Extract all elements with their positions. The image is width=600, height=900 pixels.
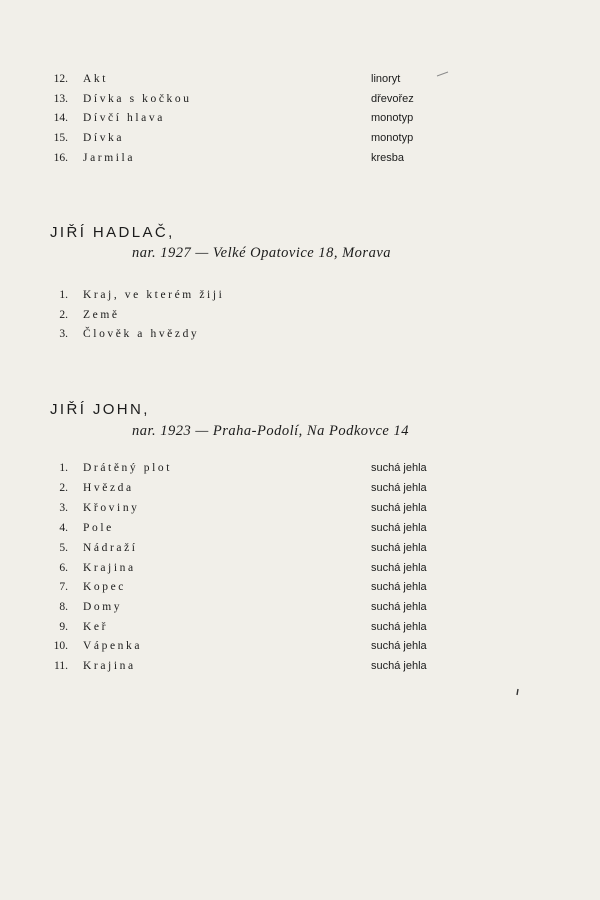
entry-title: Pole xyxy=(83,522,114,534)
entry-title: Země xyxy=(83,309,120,321)
entry-technique: suchá jehla xyxy=(371,601,427,613)
entry-number: 16. xyxy=(53,152,68,164)
catalog-entry xyxy=(0,458,600,478)
entry-number: 9. xyxy=(59,621,68,633)
entry-title: Člověk a hvězdy xyxy=(83,328,200,340)
entry-title: Hvězda xyxy=(83,482,134,494)
entry-title: Křoviny xyxy=(83,502,140,514)
catalog-entry xyxy=(0,597,600,617)
entry-number: 10. xyxy=(53,640,68,652)
catalog-entry xyxy=(0,478,600,498)
entry-title: Nádraží xyxy=(83,542,138,554)
entry-title: Dívka s kočkou xyxy=(83,93,192,105)
entry-title: Akt xyxy=(83,73,109,85)
catalog-entry xyxy=(0,656,600,676)
entry-number: 14. xyxy=(53,112,68,124)
entry-number: 2. xyxy=(59,482,68,494)
catalog-entry xyxy=(0,285,600,305)
catalog-entry xyxy=(0,538,600,558)
artist-name: JIŘÍ JOHN, xyxy=(50,401,150,418)
entry-technique: suchá jehla xyxy=(371,621,427,633)
entry-title: Jarmila xyxy=(83,152,136,164)
entry-title: Dívka xyxy=(83,132,125,144)
entry-number: 3. xyxy=(59,328,68,340)
entry-number: 8. xyxy=(59,601,68,613)
entry-technique: suchá jehla xyxy=(371,542,427,554)
catalog-entry xyxy=(0,89,600,109)
entry-number: 6. xyxy=(59,562,68,574)
print-speck-icon xyxy=(436,70,450,78)
entry-title: Vápenka xyxy=(83,640,143,652)
entry-technique: suchá jehla xyxy=(371,522,427,534)
entry-number: 5. xyxy=(59,542,68,554)
catalog-entry xyxy=(0,577,600,597)
entry-number: 4. xyxy=(59,522,68,534)
entry-title: Krajina xyxy=(83,562,136,574)
entry-title: Domy xyxy=(83,601,123,613)
entry-title: Drátěný plot xyxy=(83,462,173,474)
entry-technique: dřevořez xyxy=(371,93,414,105)
catalog-entry xyxy=(0,498,600,518)
entry-number: 11. xyxy=(54,660,68,672)
entry-technique: suchá jehla xyxy=(371,502,427,514)
entry-technique: suchá jehla xyxy=(371,562,427,574)
entry-number: 15. xyxy=(53,132,68,144)
entry-number: 3. xyxy=(59,502,68,514)
entry-number: 2. xyxy=(59,309,68,321)
catalog-entry xyxy=(0,108,600,128)
catalog-entry xyxy=(0,636,600,656)
catalog-entry xyxy=(0,617,600,637)
entry-title: Krajina xyxy=(83,660,136,672)
entry-technique: suchá jehla xyxy=(371,581,427,593)
artist-birth-info: nar. 1927 — Velké Opatovice 18, Morava xyxy=(132,245,392,261)
entry-technique: suchá jehla xyxy=(371,640,427,652)
catalog-entry xyxy=(0,69,600,89)
artist-birth-info: nar. 1923 — Praha-Podolí, Na Podkovce 14 xyxy=(132,423,409,439)
catalog-entry xyxy=(0,558,600,578)
entry-number: 7. xyxy=(59,581,68,593)
entry-number: 12. xyxy=(53,73,68,85)
entry-number: 1. xyxy=(59,462,68,474)
entry-number: 1. xyxy=(59,289,68,301)
catalog-entry xyxy=(0,324,600,344)
catalog-entry xyxy=(0,518,600,538)
entry-title: Dívčí hlava xyxy=(83,112,165,124)
catalog-entry xyxy=(0,128,600,148)
entry-title: Kopec xyxy=(83,581,127,593)
catalog-entry xyxy=(0,148,600,168)
entry-title: Keř xyxy=(83,621,109,633)
entry-technique: suchá jehla xyxy=(371,660,427,672)
entry-technique: suchá jehla xyxy=(371,462,427,474)
entry-technique: monotyp xyxy=(371,132,414,144)
ink-speck-icon xyxy=(515,688,521,696)
artist-name: JIŘÍ HADLAČ, xyxy=(50,224,175,241)
entry-technique: monotyp xyxy=(371,112,414,124)
catalog-entry xyxy=(0,305,600,325)
entry-technique: suchá jehla xyxy=(371,482,427,494)
entry-technique: linoryt xyxy=(371,73,401,85)
entry-title: Kraj, ve kterém žiji xyxy=(83,289,225,301)
entry-technique: kresba xyxy=(371,152,405,164)
entry-number: 13. xyxy=(53,93,68,105)
